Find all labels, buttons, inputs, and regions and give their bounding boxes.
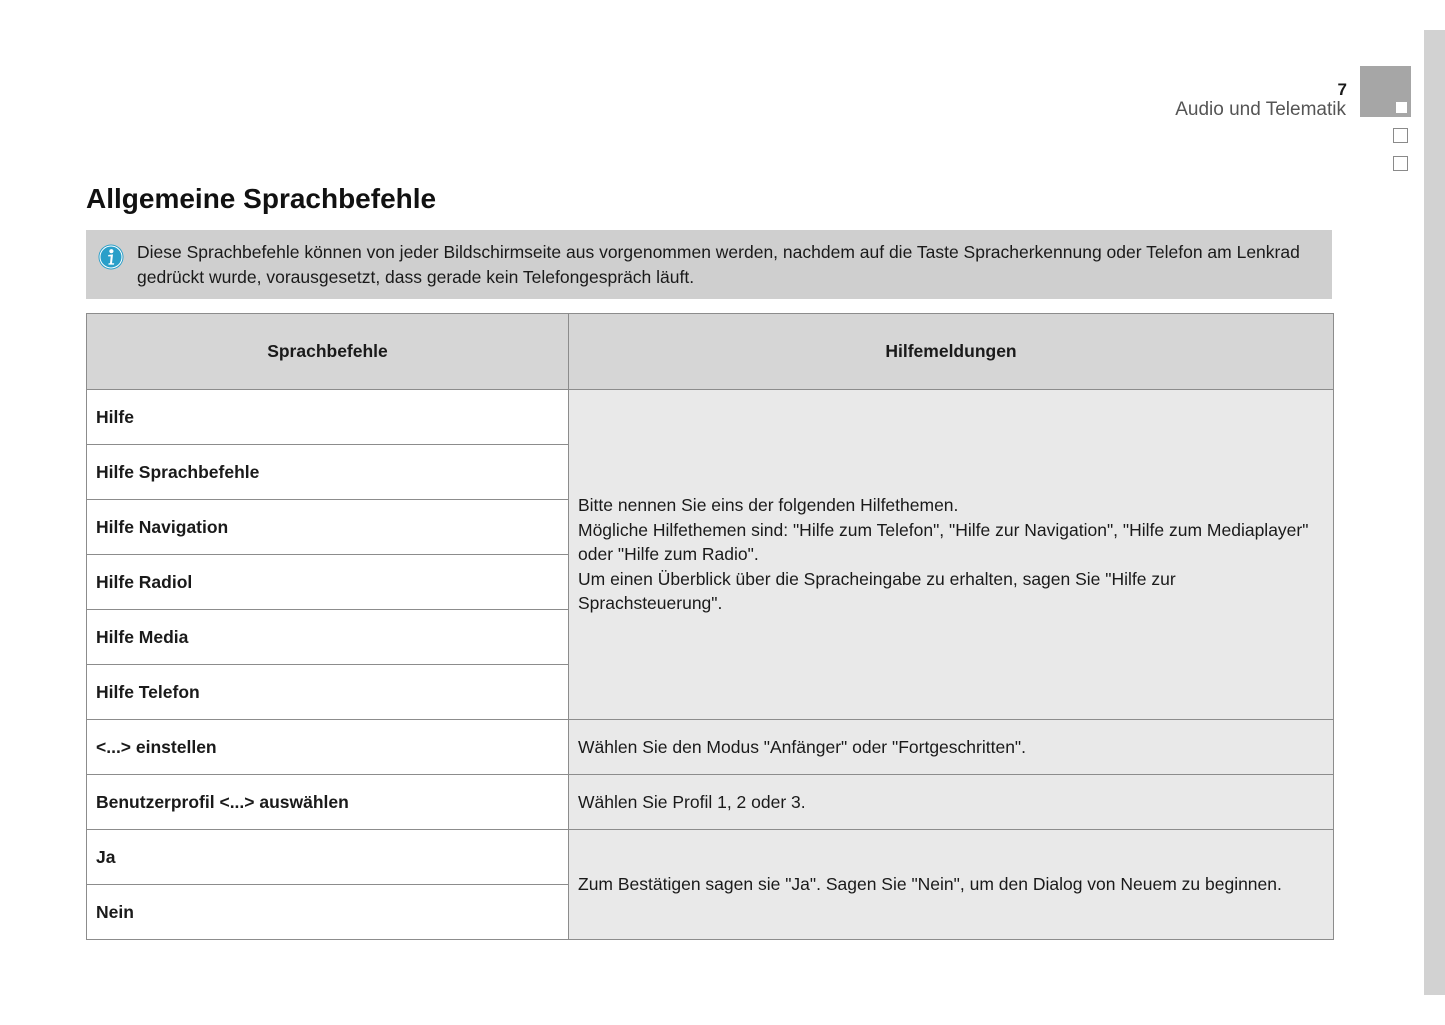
chapter-tab-active[interactable] — [1360, 66, 1411, 117]
command-cell: Benutzerprofil <...> auswählen — [87, 775, 569, 830]
column-header-help: Hilfemeldungen — [569, 314, 1334, 390]
help-message-cell — [569, 390, 1334, 720]
chapter-tab-3[interactable] — [1393, 156, 1408, 171]
help-line: Bitte nennen Sie eins der folgenden Hilfethemen. — [578, 495, 959, 516]
help-line: Mögliche Hilfethemen sind: "Hilfe zum Telefon", "Hilfe zur Navigation", "Hilfe zum Mediaplayer" oder "Hilfe zum Radio". — [578, 519, 1309, 565]
command-cell: Hilfe Navigation — [87, 500, 569, 555]
help-message-cell: Wählen Sie den Modus "Anfänger" oder "Fortgeschritten". — [569, 720, 1334, 775]
table-row — [87, 830, 1334, 885]
help-line: Um einen Überblick über die Spracheingabe zu erhalten, sagen Sie "Hilfe zur Sprachsteuerung". — [578, 568, 1176, 614]
voice-commands-table — [86, 313, 1334, 940]
column-header-commands: Sprachbefehle — [87, 314, 569, 390]
table-row — [87, 720, 1334, 775]
chapter-tab-2[interactable] — [1393, 128, 1408, 143]
command-cell: Hilfe Media — [87, 610, 569, 665]
info-note — [86, 230, 1332, 299]
chapter-title: Audio und Telematik — [1175, 99, 1346, 120]
command-cell: Hilfe Radiol — [87, 555, 569, 610]
command-cell: Ja — [87, 830, 569, 885]
help-message-cell: Wählen Sie Profil 1, 2 oder 3. — [569, 775, 1334, 830]
section-title: Allgemeine Sprachbefehle — [86, 183, 437, 214]
command-cell: Hilfe Sprachbefehle — [87, 445, 569, 500]
page-number: 7 — [1337, 80, 1347, 99]
info-icon — [98, 244, 124, 270]
command-cell: Hilfe — [87, 390, 569, 445]
table-row — [87, 390, 1334, 445]
table-header-row — [87, 314, 1334, 390]
page-edge-strip — [1424, 30, 1445, 995]
chapter-tab-marker — [1396, 102, 1407, 113]
help-message-cell: Zum Bestätigen sagen sie "Ja". Sagen Sie "Nein", um den Dialog von Neuem zu beginnen. — [569, 830, 1334, 940]
command-cell: Nein — [87, 885, 569, 940]
table-row — [87, 775, 1334, 830]
command-cell: Hilfe Telefon — [87, 665, 569, 720]
info-note-text: Diese Sprachbefehle können von jeder Bildschirmseite aus vorgenommen werden, nachdem auf die Taste Spracherkennung oder Telefon am Lenkrad gedrückt wurde, vorausgesetzt, dass gerade kein Telefongespräch läuft. — [137, 242, 1300, 287]
command-cell: <...> einstellen — [87, 720, 569, 775]
